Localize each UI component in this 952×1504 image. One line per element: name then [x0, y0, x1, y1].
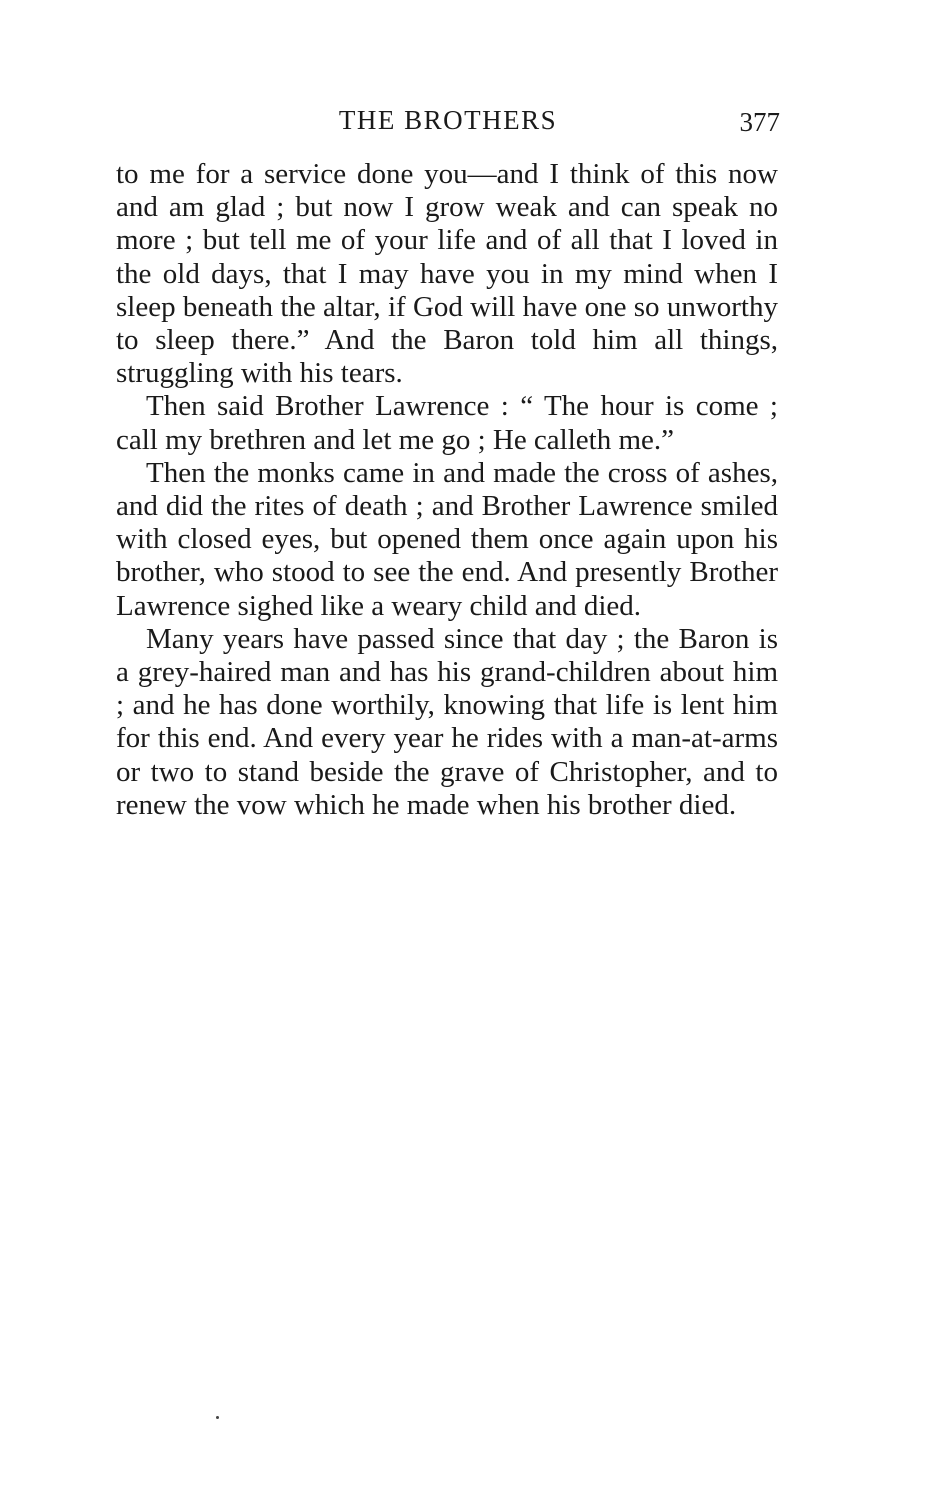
paragraph-continued: to me for a service done you—and I think of this now and am glad ; but now I grow weak and can speak no more ; but tell me of your life and of all that I loved in the old days, that I may have you in my mind when I sleep beneath the altar, if God will have one so unworthy to sleep there.” And the Baron told him all things, struggling with his tears.: [116, 158, 778, 390]
page-number: 377: [739, 107, 780, 137]
running-head: [116, 105, 780, 145]
paragraph: Then said Brother Lawrence : “ The hour is come ; call my brethren and let me go ; He calleth me.”: [116, 390, 778, 456]
paragraph: Then the monks came in and made the cross of ashes, and did the rites of death ; and Brother Lawrence smiled with closed eyes, but opened them once again upon his brother, who stood to see the end. And presently Brother Lawrence sighed like a weary child and died.: [116, 456, 778, 622]
body-text: [116, 158, 778, 822]
scan-speck: [216, 1416, 219, 1419]
running-title: THE BROTHERS: [338, 105, 558, 135]
paragraph: Many years have passed since that day ; the Baron is a grey-haired man and has his grand-children about him ; and he has done worthily, knowing that life is lent him for this end. And every year he rides with a man-at-arms or two to stand beside the grave of Christopher, and to renew the vow which he made when his brother died.: [116, 622, 778, 821]
